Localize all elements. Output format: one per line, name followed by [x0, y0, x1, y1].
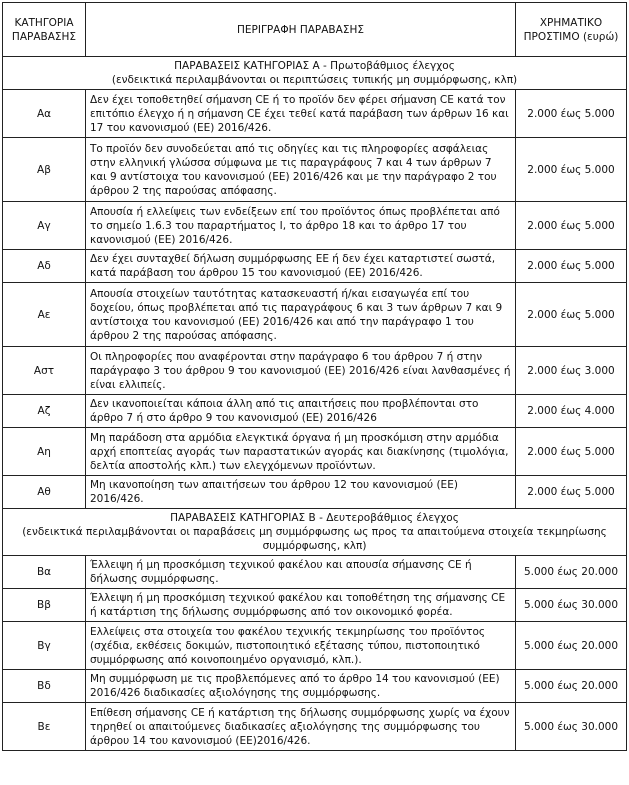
violation-description: Έλλειψη ή μη προσκόμιση τεχνικού φακέλου και τοποθέτηση της σήμανσης CE ή κατάρτιση της δήλωσης συμμόρφωσης από τον οικονομικό φορέα. — [86, 589, 516, 622]
violation-description: Δεν έχει τοποθετηθεί σήμανση CE ή το προϊόν δεν φέρει σήμανση CE κατά τον επιτόπιο έλεγχο ή η σήμανση CE έχει τεθεί κατά παράβαση των άρθρων 16 και 17 του κανονισμού (ΕΕ) 2016/426. — [86, 90, 516, 138]
fine-range: 2.000 έως 3.000 — [516, 347, 627, 395]
violation-description: Μη συμμόρφωση με τις προβλεπόμενες από το άρθρο 14 του κανονισμού (ΕΕ) 2016/426 διαδικασίες αξιολόγησης της συμμόρφωσης. — [86, 670, 516, 703]
violation-description: Οι πληροφορίες που αναφέρονται στην παράγραφο 6 του άρθρου 7 ή στην παράγραφο 3 του άρθρου 9 του κανονισμού (ΕΕ) 2016/426 είναι λανθασμένες ή είναι ελλιπείς. — [86, 347, 516, 395]
table-row — [3, 703, 627, 751]
table-row — [3, 90, 627, 138]
header-fine: ΧΡΗΜΑΤΙΚΟ ΠΡΟΣΤΙΜΟ (ευρώ) — [516, 3, 627, 57]
violation-code: Αη — [3, 428, 86, 476]
fine-range: 2.000 έως 5.000 — [516, 283, 627, 347]
violation-code: Βα — [3, 556, 86, 589]
fine-range: 2.000 έως 5.000 — [516, 250, 627, 283]
table-row — [3, 283, 627, 347]
section-a-title: ΠΑΡΑΒΑΣΕΙΣ ΚΑΤΗΓΟΡΙΑΣ Α - Πρωτοβάθμιος έλεγχος — [174, 60, 455, 72]
table-row — [3, 589, 627, 622]
fine-range: 5.000 έως 30.000 — [516, 589, 627, 622]
fine-range: 2.000 έως 5.000 — [516, 202, 627, 250]
violation-code: Αζ — [3, 395, 86, 428]
violation-description: Δεν ικανοποιείται κάποια άλλη από τις απαιτήσεις που προβλέπονται στο άρθρο 7 ή στο άρθρο 9 του κανονισμού (ΕΕ) 2016/426 — [86, 395, 516, 428]
violation-code: Αστ — [3, 347, 86, 395]
violation-description: Το προϊόν δεν συνοδεύεται από τις οδηγίες και τις πληροφορίες ασφάλειας στην ελληνική γλώσσα σύμφωνα με τις παραγράφους 7 και 4 των άρθρων 7 και 9 αντίστοιχα του κανονισμού (ΕΕ) 2016/426 και με την παράγραφο 2 του άρθρου 2 της παρούσας απόφασης. — [86, 138, 516, 202]
header-category: ΚΑΤΗΓΟΡΙΑ ΠΑΡΑΒΑΣΗΣ — [3, 3, 86, 57]
table-body — [3, 57, 627, 751]
violation-code: Βε — [3, 703, 86, 751]
section-a-subtitle: (ενδεικτικά περιλαμβάνονται οι περιπτώσεις τυπικής μη συμμόρφωσης, κλπ) — [111, 74, 518, 86]
violation-description: Μη ικανοποίηση των απαιτήσεων του άρθρου 12 του κανονισμού (ΕΕ) 2016/426. — [86, 476, 516, 509]
violation-code: Βγ — [3, 622, 86, 670]
section-b-subtitle: (ενδεικτικά περιλαμβάνονται οι παραβάσεις μη συμμόρφωσης ως προς τα απαιτούμενα στοιχεία τεκμηρίωσης συμμόρφωσης, κλπ) — [22, 526, 607, 552]
table-row — [3, 428, 627, 476]
violation-description: Απουσία ή ελλείψεις των ενδείξεων επί του προϊόντος όπως προβλέπεται από το σημείο 1.6.3 του παραρτήματος Ι, το άρθρο 18 και το άρθρο 17 του κανονισμού (ΕΕ) 2016/426. — [86, 202, 516, 250]
table-row — [3, 622, 627, 670]
table-row — [3, 670, 627, 703]
fine-range: 2.000 έως 5.000 — [516, 476, 627, 509]
table-row — [3, 202, 627, 250]
header-row — [3, 3, 627, 57]
violation-code: Ββ — [3, 589, 86, 622]
violation-description: Δεν έχει συνταχθεί δήλωση συμμόρφωσης ΕΕ ή δεν έχει καταρτιστεί σωστά, κατά παράβαση του άρθρου 15 του κανονισμού (ΕΕ) 2016/426. — [86, 250, 516, 283]
table-row — [3, 250, 627, 283]
fine-range: 2.000 έως 5.000 — [516, 428, 627, 476]
table-row — [3, 395, 627, 428]
violation-code: Αδ — [3, 250, 86, 283]
fine-range: 5.000 έως 30.000 — [516, 703, 627, 751]
violation-code: Αβ — [3, 138, 86, 202]
fine-range: 5.000 έως 20.000 — [516, 622, 627, 670]
violation-description: Επίθεση σήμανσης CE ή κατάρτιση της δήλωσης συμμόρφωσης χωρίς να έχουν τηρηθεί οι απαιτούμενες διαδικασίες αξιολόγησης της συμμόρφωσης του άρθρου 14 του κανονισμού (ΕΕ)2016/426. — [86, 703, 516, 751]
violation-description: Έλλειψη ή μη προσκόμιση τεχνικού φακέλου και απουσία σήμανσης CE ή δήλωσης συμμόρφωσης. — [86, 556, 516, 589]
fine-range: 5.000 έως 20.000 — [516, 670, 627, 703]
table-row — [3, 347, 627, 395]
table-row — [3, 138, 627, 202]
fine-range: 2.000 έως 5.000 — [516, 138, 627, 202]
violation-code: Βδ — [3, 670, 86, 703]
fine-range: 2.000 έως 4.000 — [516, 395, 627, 428]
table-row — [3, 476, 627, 509]
penalties-table — [2, 2, 627, 751]
table-row — [3, 556, 627, 589]
section-b-header — [3, 509, 627, 556]
violation-code: Αε — [3, 283, 86, 347]
section-a-header — [3, 57, 627, 90]
violation-description: Μη παράδοση στα αρμόδια ελεγκτικά όργανα ή μη προσκόμιση στην αρμόδια αρχή εποπτείας αγοράς των παραστατικών αγοράς και διακίνησης (τιμολόγια, δελτία αποστολής κλπ.) των ελεγχόμενων προϊόντων. — [86, 428, 516, 476]
violation-description: Ελλείψεις στα στοιχεία του φακέλου τεχνικής τεκμηρίωσης του προϊόντος (σχέδια, εκθέσεις δοκιμών, πιστοποιητικό εξέτασης τύπου, πιστοποιητικό συμμόρφωσης από κοινοποιημένο οργανισμό, κλπ.). — [86, 622, 516, 670]
violation-code: Αγ — [3, 202, 86, 250]
section-b-title: ΠΑΡΑΒΑΣΕΙΣ ΚΑΤΗΓΟΡΙΑΣ Β - Δευτεροβάθμιος έλεγχος — [170, 512, 459, 524]
violation-code: Αθ — [3, 476, 86, 509]
header-description: ΠΕΡΙΓΡΑΦΗ ΠΑΡΑΒΑΣΗΣ — [86, 3, 516, 57]
violation-code: Αα — [3, 90, 86, 138]
violation-description: Απουσία στοιχείων ταυτότητας κατασκευαστή ή/και εισαγωγέα επί του δοχείου, όπως προβλέπεται από τις παραγράφους 6 και 3 των άρθρων 7 και 9 αντίστοιχα του κανονισμού (ΕΕ) 2016/426 και από την παράγραφο 1 του άρθρου 2 της παρούσας απόφασης. — [86, 283, 516, 347]
fine-range: 5.000 έως 20.000 — [516, 556, 627, 589]
fine-range: 2.000 έως 5.000 — [516, 90, 627, 138]
